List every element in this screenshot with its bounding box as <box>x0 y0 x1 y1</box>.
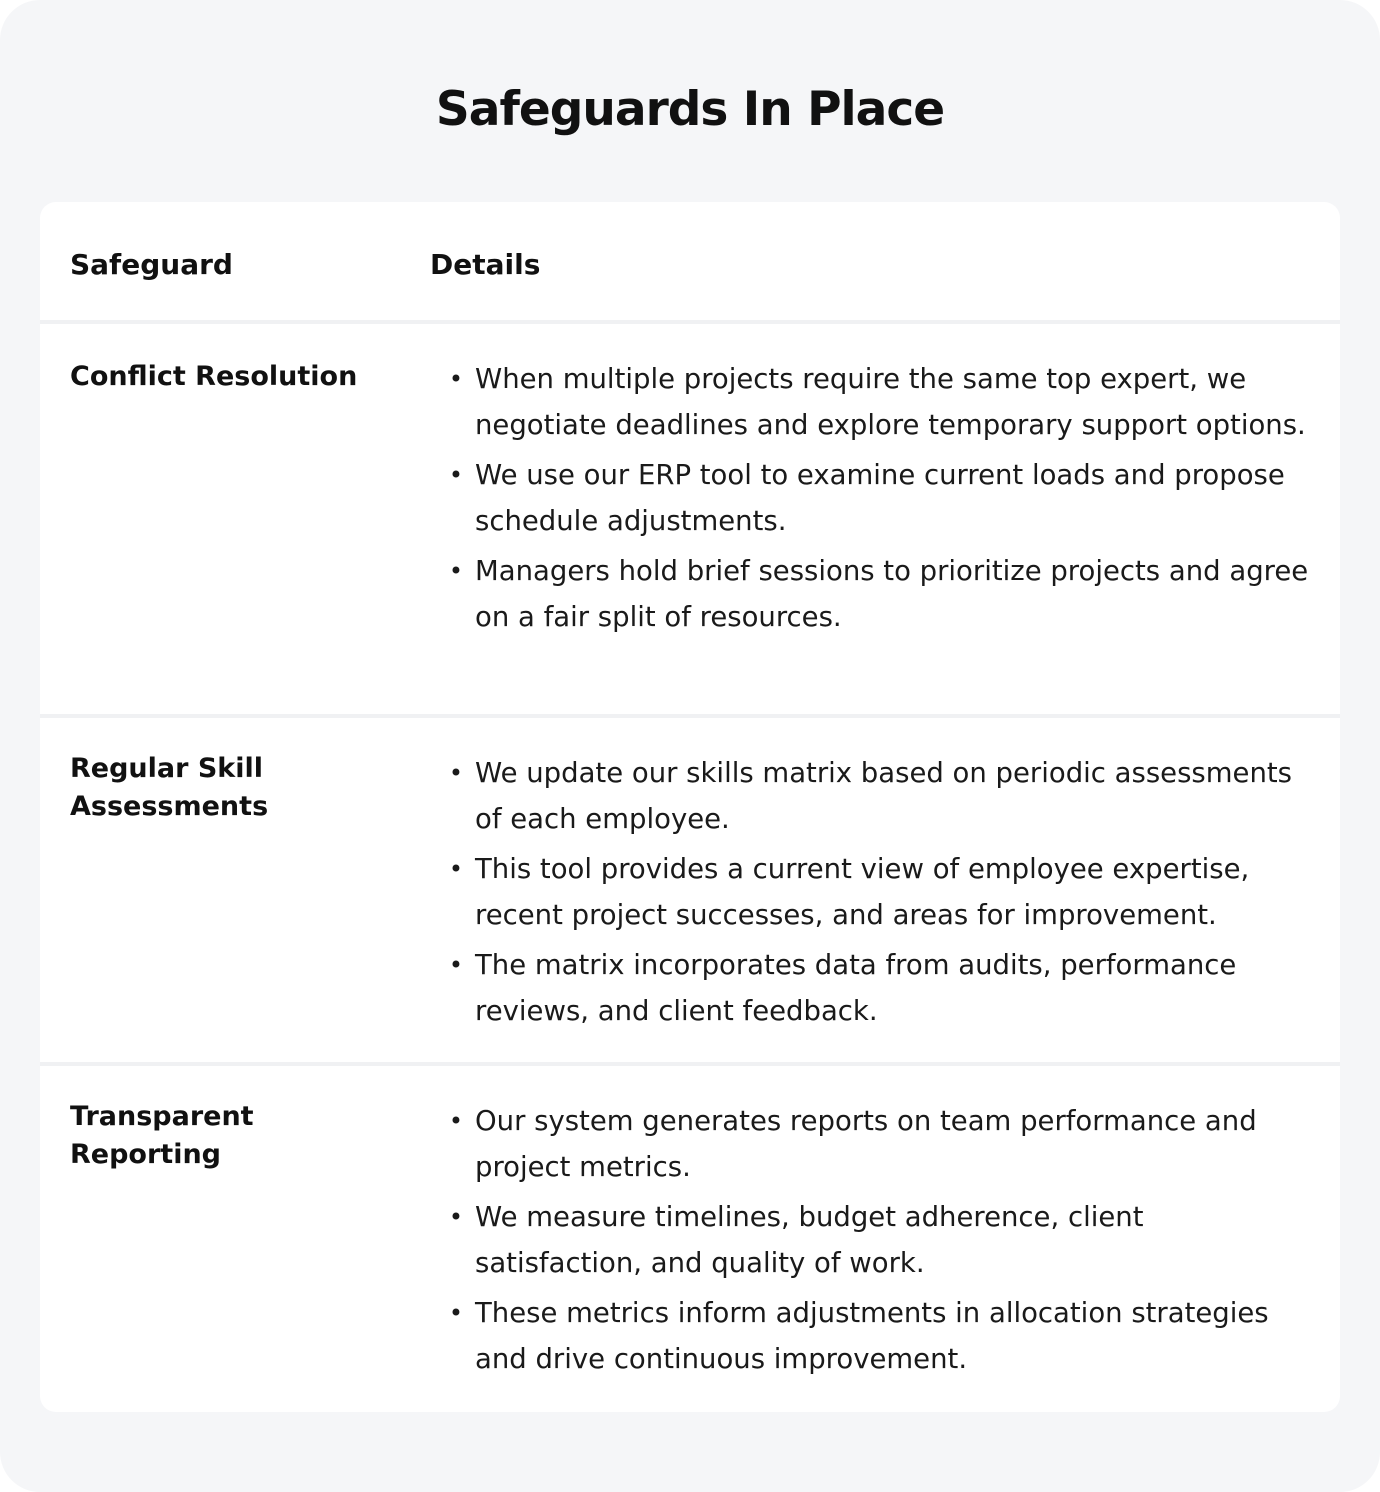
detail-text: Our system generates reports on team performance and project metrics. <box>475 1105 1257 1183</box>
bullet-icon: • <box>448 759 464 787</box>
row-safeguard-name: Conflict Resolution <box>70 361 358 392</box>
detail-text: We use our ERP tool to examine current loads and propose schedule adjustments. <box>475 459 1285 537</box>
header-details: Details <box>430 248 541 281</box>
detail-item <box>446 942 1316 1034</box>
table-row <box>40 718 1340 1066</box>
detail-item <box>446 1290 1316 1382</box>
detail-item <box>446 750 1316 842</box>
detail-text: We update our skills matrix based on periodic assessments of each employee. <box>475 757 1292 835</box>
row-safeguard-name: Regular Skill Assessments <box>70 753 269 822</box>
bullet-icon: • <box>448 1203 464 1231</box>
row-details-list <box>446 356 1316 644</box>
bullet-icon: • <box>448 951 464 979</box>
detail-text: Managers hold brief sessions to prioritize projects and agree on a fair split of resources. <box>475 555 1309 633</box>
detail-item <box>446 356 1316 448</box>
table-row <box>40 1066 1340 1412</box>
bullet-icon: • <box>448 557 464 585</box>
row-safeguard-name: Transparent Reporting <box>70 1101 254 1170</box>
detail-item <box>446 846 1316 938</box>
bullet-icon: • <box>448 1107 464 1135</box>
detail-text: We measure timelines, budget adherence, client satisfaction, and quality of work. <box>475 1201 1144 1279</box>
detail-text: The matrix incorporates data from audits, performance reviews, and client feedback. <box>475 949 1237 1027</box>
bullet-icon: • <box>448 1299 464 1327</box>
detail-item <box>446 1098 1316 1190</box>
bullet-icon: • <box>448 461 464 489</box>
detail-item <box>446 1194 1316 1286</box>
table-row <box>40 324 1340 718</box>
bullet-icon: • <box>448 365 464 393</box>
row-details-list <box>446 1098 1316 1386</box>
bullet-icon: • <box>448 855 464 883</box>
detail-text: These metrics inform adjustments in allocation strategies and drive continuous improvement. <box>475 1297 1269 1375</box>
page-title: Safeguards In Place <box>435 82 945 137</box>
row-details-list <box>446 750 1316 1038</box>
header-safeguard: Safeguard <box>70 248 233 281</box>
detail-text: This tool provides a current view of employee expertise, recent project successes, and areas for improvement. <box>475 853 1250 931</box>
detail-item <box>446 452 1316 544</box>
detail-item <box>446 548 1316 640</box>
detail-text: When multiple projects require the same top expert, we negotiate deadlines and explore temporary support options. <box>475 363 1306 441</box>
safeguards-table <box>40 202 1340 1412</box>
table-header-row <box>40 202 1340 324</box>
